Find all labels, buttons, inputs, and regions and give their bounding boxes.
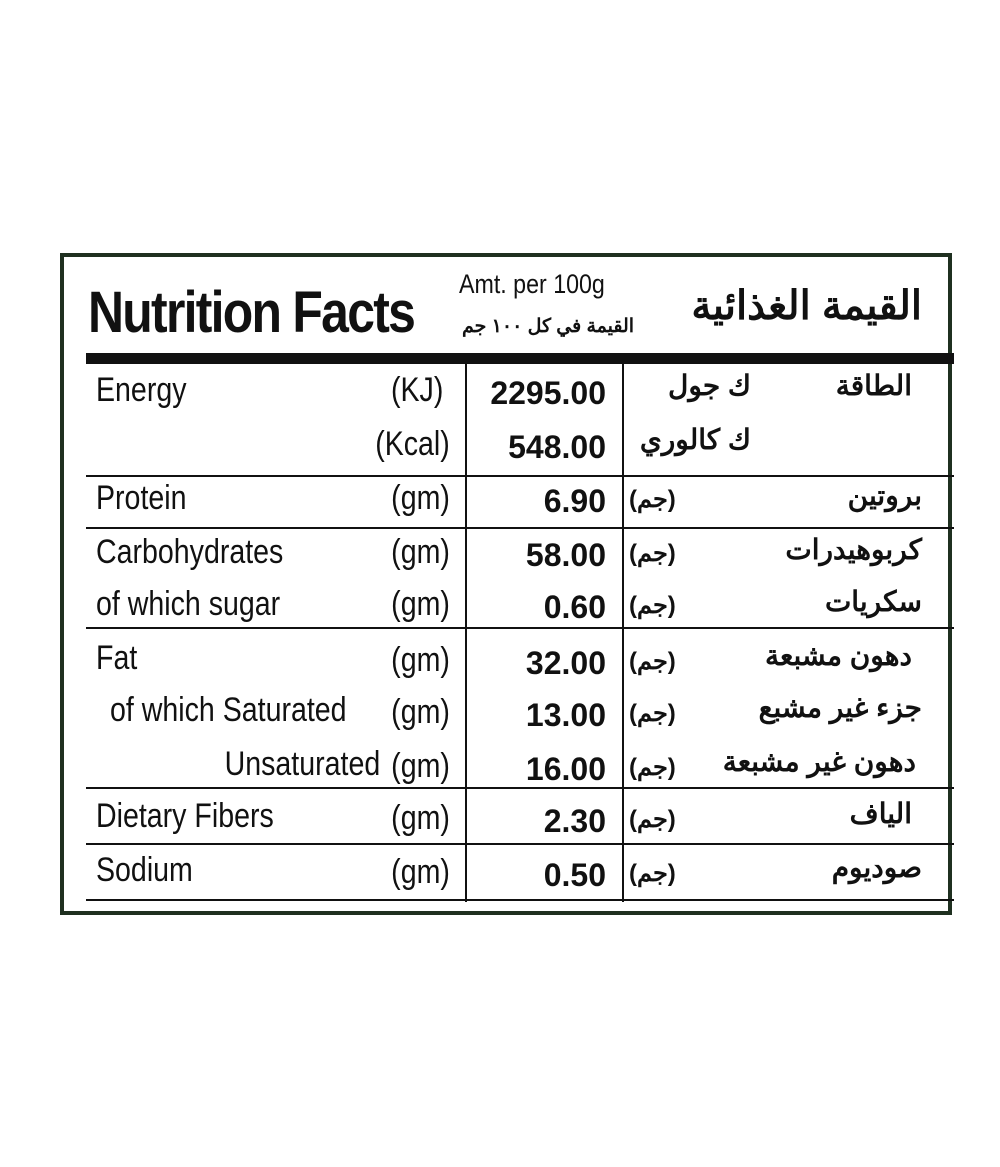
sodium-label: Sodium xyxy=(96,851,193,889)
unsaturated-fat-value: 16.00 xyxy=(525,751,606,787)
protein-unit-ar: (جم) xyxy=(629,486,676,513)
row-divider xyxy=(86,843,954,845)
carbohydrates-label: Carbohydrates xyxy=(96,533,284,571)
energy-label: Energy xyxy=(96,371,187,409)
carbohydrates-unit-ar: (جم) xyxy=(629,540,676,567)
value-column-right-border xyxy=(622,364,624,902)
saturated-fat-unit: (gm) xyxy=(391,693,450,731)
carbohydrates-value: 58.00 xyxy=(525,537,606,573)
protein-value: 6.90 xyxy=(543,483,606,519)
sodium-label-ar: صوديوم xyxy=(831,852,922,883)
dietary-fibers-label-ar: الياف xyxy=(849,798,912,829)
sodium-unit-ar: (جم) xyxy=(629,860,676,887)
amount-per-label: Amt. per 100g xyxy=(459,269,605,299)
row-divider xyxy=(86,475,954,477)
dietary-fibers-unit: (gm) xyxy=(391,799,450,837)
unsaturated-fat-label: Unsaturated xyxy=(224,745,380,783)
fat-label-ar: دهون مشبعة xyxy=(765,640,912,671)
sugar-label-ar: سكريات xyxy=(824,586,922,617)
energy-label-ar: الطاقة xyxy=(835,370,912,401)
amount-per-label-ar: القيمة في كل ١٠٠ جم xyxy=(462,316,635,337)
unsaturated-fat-unit: (gm) xyxy=(391,747,450,785)
fat-unit: (gm) xyxy=(391,641,450,679)
fat-value: 32.00 xyxy=(525,645,606,681)
protein-label: Protein xyxy=(96,479,187,517)
nutrition-facts-label xyxy=(60,253,952,915)
sugar-value: 0.60 xyxy=(543,589,606,625)
unsaturated-fat-label-ar: دهون غير مشبعة xyxy=(722,746,916,777)
saturated-fat-label: of which Saturated xyxy=(110,691,347,729)
sugar-label: of which sugar xyxy=(96,585,281,623)
table-bottom-border xyxy=(86,899,954,901)
fat-label: Fat xyxy=(96,639,138,677)
row-divider xyxy=(86,527,954,529)
fat-unit-ar: (جم) xyxy=(629,648,676,675)
dietary-fibers-label: Dietary Fibers xyxy=(96,797,274,835)
protein-unit: (gm) xyxy=(391,479,450,517)
saturated-fat-label-ar: جزء غير مشبع xyxy=(758,692,922,723)
saturated-fat-unit-ar: (جم) xyxy=(629,700,676,727)
sodium-unit: (gm) xyxy=(391,853,450,891)
carbohydrates-label-ar: كربوهيدرات xyxy=(785,534,922,565)
sugar-unit: (gm) xyxy=(391,585,450,623)
energy-kj-value: 2295.00 xyxy=(490,375,606,411)
row-divider xyxy=(86,627,954,629)
label-title: Nutrition Facts xyxy=(88,280,415,345)
label-title-ar: القيمة الغذائية xyxy=(691,284,922,328)
energy-kcal-value: 548.00 xyxy=(508,429,606,465)
sugar-unit-ar: (جم) xyxy=(629,592,676,619)
header-divider xyxy=(86,353,954,364)
sodium-value: 0.50 xyxy=(543,857,606,893)
energy-kj-unit: (KJ) xyxy=(390,371,443,409)
carbohydrates-unit: (gm) xyxy=(391,533,450,571)
dietary-fibers-value: 2.30 xyxy=(543,803,606,839)
unsaturated-fat-unit-ar: (جم) xyxy=(629,754,676,781)
energy-kj-unit-ar: ك جول xyxy=(668,370,751,401)
dietary-fibers-unit-ar: (جم) xyxy=(629,806,676,833)
energy-kcal-unit: (Kcal) xyxy=(375,425,450,463)
protein-label-ar: بروتين xyxy=(847,480,922,511)
energy-kcal-unit-ar: ك كالوري xyxy=(639,424,751,455)
saturated-fat-value: 13.00 xyxy=(525,697,606,733)
